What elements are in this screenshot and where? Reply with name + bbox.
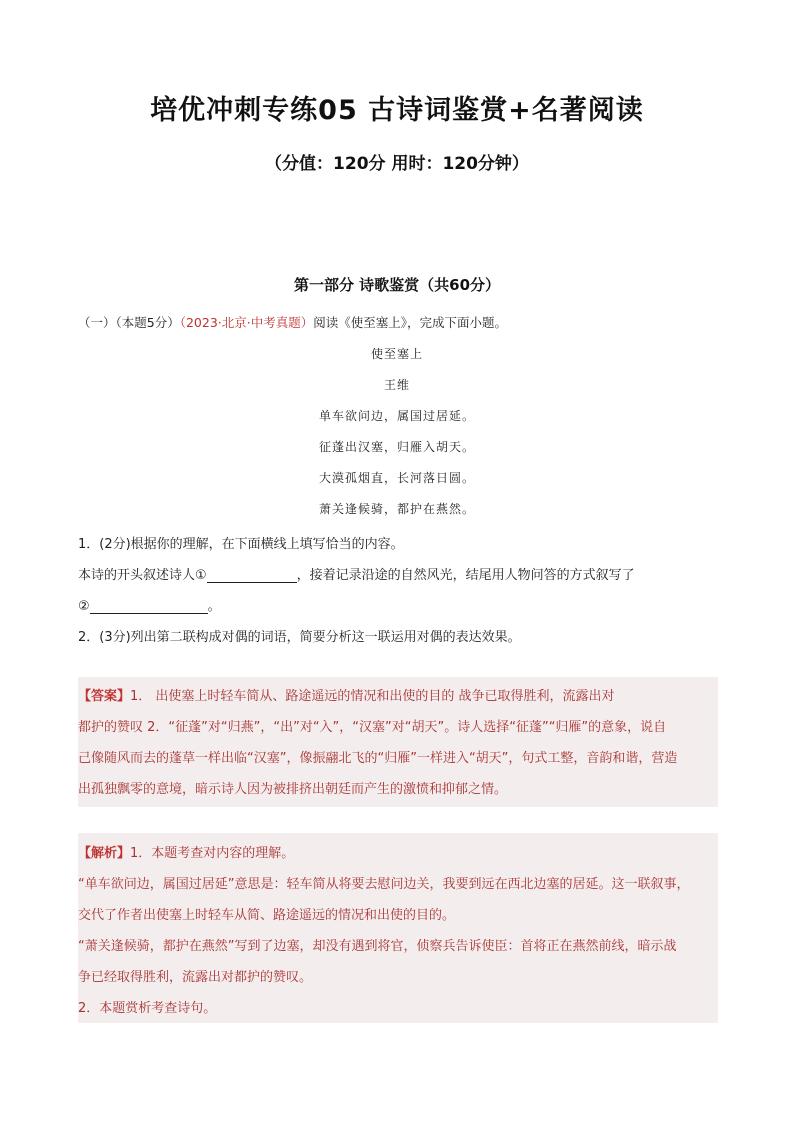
answer-line [78, 681, 718, 712]
poem-line: 大漠孤烟直，长河落日圆。 [318, 471, 475, 485]
answer-line: 出孤独飘零的意境，暗示诗人因为被排挤出朝廷而产生的激愤和抑郁之情。 [78, 782, 508, 797]
page-subtitle: （分值：120分 用时：120分钟） [265, 154, 529, 174]
question-intro [78, 313, 507, 331]
question-1-stem: 1．(2分)根据你的理解，在下面横线上填写恰当的内容。 [78, 537, 404, 552]
page-title: 培优冲刺专练05 古诗词鉴赏+名著阅读 [150, 95, 644, 126]
analysis-line: “萧关逢候骑，都护在燕然”写到了边塞，却没有遇到将官，侦察兵告诉使臣：首将正在燕然前线，暗示战 [78, 939, 677, 954]
analysis-label: 【解析】 [78, 846, 131, 861]
poem-title: 使至塞上 [370, 347, 423, 361]
q1-text-c: ② [78, 599, 90, 614]
intro-suffix: 阅读《使至塞上》，完成下面小题。 [313, 315, 507, 330]
question-1-line2 [78, 595, 221, 614]
question-2-stem: 2．(3分)列出第二联构成对偶的词语，简要分析这一联运用对偶的表达效果。 [78, 630, 521, 645]
answer-line: 都护的赞叹 2．“征蓬”对“归燕”，“出”对“入”，“汉塞”对“胡天”。诗人选择“征蓬”“归雁”的意象，说自 [78, 720, 667, 735]
poem-author: 王维 [383, 378, 410, 392]
part-heading: 第一部分 诗歌鉴赏（共60分） [293, 276, 501, 294]
analysis-line: 争已经取得胜利，流露出对都护的赞叹。 [78, 970, 313, 985]
q1-text-b: ，接着记录沿途的自然风光，结尾用人物问答的方式叙写了 [296, 568, 635, 583]
intro-source: （2023·北京·中考真题） [179, 315, 314, 330]
answer-line: 己像随风而去的蓬草一样出临“汉塞”，像振翮北飞的“归雁”一样进入“胡天”，句式工整，音韵和谐，营造 [78, 751, 678, 766]
answer-blank-1[interactable] [207, 568, 297, 583]
analysis-text: 1．本题考查对内容的理解。 [130, 846, 295, 861]
q1-text-a: 本诗的开头叙述诗人① [78, 568, 207, 583]
poem-line: 单车欲问边，属国过居延。 [318, 409, 475, 423]
analysis-line: “单车欲问边，属国过居延”意思是：轻车简从将要去慰问边关，我要到远在西北边塞的居延。这一联叙事， [78, 877, 690, 892]
analysis-line: 交代了作者出使塞上时轻车从简、路途遥远的情况和出使的目的。 [78, 908, 456, 923]
poem-line: 萧关逢候骑，都护在燕然。 [318, 502, 475, 516]
intro-prefix: （一）（本题5分） [78, 315, 180, 330]
answer-label: 【答案】 [78, 689, 131, 704]
question-1-line1 [78, 564, 635, 583]
analysis-line: 2．本题赏析考查诗句。 [78, 1001, 217, 1016]
analysis-line [78, 838, 718, 869]
q1-text-d: 。 [207, 599, 221, 614]
poem-line: 征蓬出汉塞，归雁入胡天。 [318, 440, 475, 454]
answer-text: 1． 出使塞上时轻车简从、路途遥远的情况和出使的目的 战争已取得胜利，流露出对 [130, 689, 615, 704]
answer-blank-2[interactable] [90, 599, 208, 614]
